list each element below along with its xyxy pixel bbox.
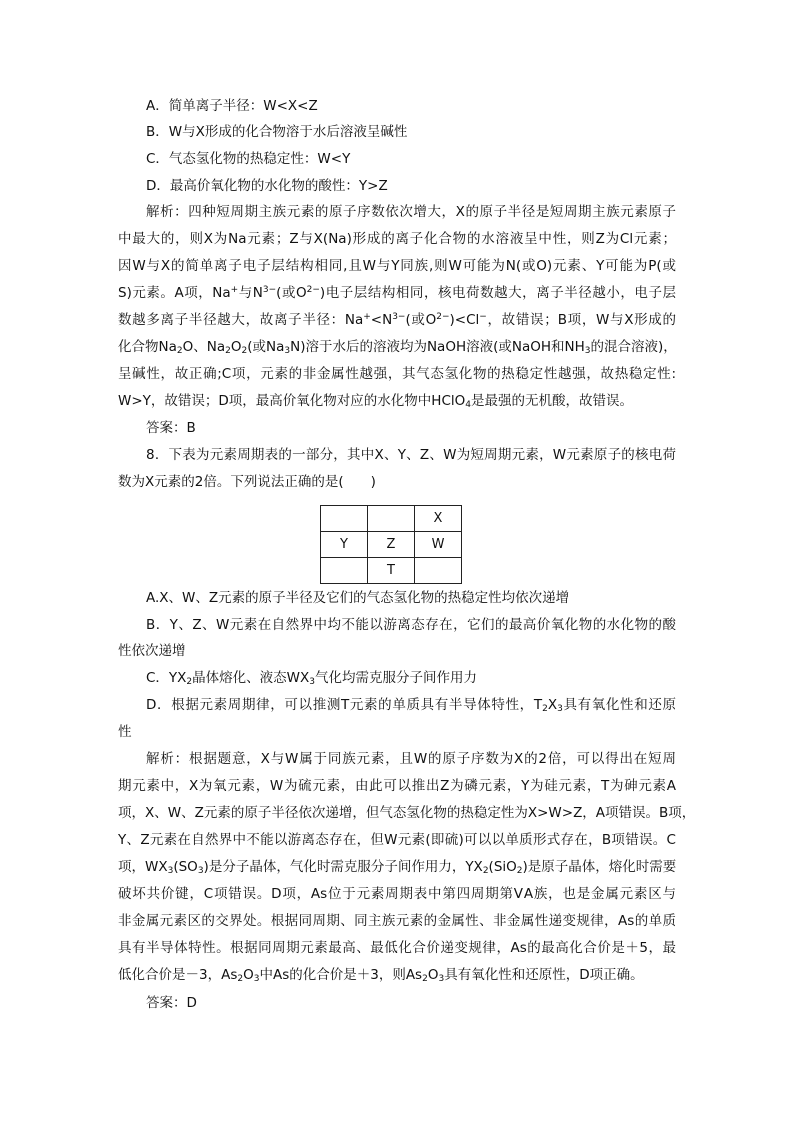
table-cell	[321, 506, 368, 532]
q8-analysis-line: 期元素中，X为氧元素，W为硫元素，由此可以推出Z为磷元素，Y为硅元素，T为砷元素A	[118, 778, 676, 794]
q7-analysis-line: 呈碱性，故正确;C项，元素的非金属性越强，其气态氢化物的热稳定性越强，故热稳定性:	[118, 366, 676, 382]
q7-analysis-line: 中最大的，则X为Na元素；Z与X(Na)形成的离子化合物的水溶液呈中性，则Z为Cl元素；	[118, 231, 676, 247]
q7-analysis-line: 因W与X的简单离子电子层结构相同,且W与Y同族,则W可能为N(或O)元素、Y可能为P(或	[118, 258, 676, 274]
q8-stem-line: 数为X元素的2倍。下列说法正确的是( )	[118, 474, 376, 490]
q7-analysis-line: S)元素。A项，Na+与$N^{3-}$(或$O^{2-}$)电子层结构相同，核电荷数越大，离子半径越小，电子层	[118, 285, 676, 301]
q8-analysis-line: 项，$WX_3(SO_3)$是分子晶体，气化时需克服分子间作用力，$YX_2(SiO_2)$是原子晶体，熔化时需要	[118, 859, 677, 876]
q8-analysis-line: 破坏共价键，C项错误。D项，As位于元素周期表中第四周期第ⅤA族，也是金属元素区与	[118, 886, 676, 902]
q7-option-b: B．W与X形成的化合物溶于水后溶液呈碱性	[146, 124, 408, 140]
q8-analysis-line: 解析：根据题意，X与W属于同族元素，且W的原子序数为X的2倍，可以得出在短周	[146, 751, 676, 767]
q8-answer: 答案：D	[146, 995, 197, 1011]
q8-option-d-cont: 性	[118, 724, 132, 740]
q7-option-c: C．气态氢化物的热稳定性：W<Y	[146, 151, 351, 167]
q7-option-d: D．最高价氧化物的水化物的酸性：Y>Z	[146, 178, 388, 194]
q7-analysis-line: 数越多离子半径越大，故离子半径：$Na^+<N^{3-}$(或$O^{2-})<Cl^-$，故错误；B项，W与X形成的	[118, 312, 676, 328]
q7-answer: 答案：B	[146, 420, 196, 436]
table-row	[321, 532, 462, 558]
q8-analysis-line: 项，X、W、Z元素的原子半径依次递增，但气态氢化物的热稳定性为X>W>Z，A项错误。B项，	[118, 805, 696, 821]
table-cell: Z	[368, 532, 415, 558]
q8-option-b-cont: 性依次递增	[118, 643, 186, 659]
table-cell: X	[415, 506, 462, 532]
table-cell: Y	[321, 532, 368, 558]
q8-analysis-line: Y、Z元素在自然界中不能以游离态存在，但W元素(即硫)可以以单质形式存在，B项错误。C	[118, 832, 676, 848]
table-cell: T	[368, 558, 415, 584]
table-row	[321, 558, 462, 584]
q8-analysis-line: 具有半导体特性。根据同周期元素最高、最低化合价递变规律，As的最高化合价是＋5，最	[118, 940, 676, 956]
q7-analysis-line: 化合物$Na_2O$、$Na_2O_2$(或$Na_3N$)溶于水后的溶液均为NaOH溶液(或NaOH和$NH_3$的混合溶液)，	[118, 339, 677, 356]
q8-analysis-line: 非金属元素区的交界处。根据同周期、同主族元素的金属性、非金属性递变规律，As的单质	[118, 913, 676, 929]
table-row	[321, 506, 462, 532]
periodic-table-fragment	[320, 505, 462, 584]
q8-option-b: B．Y、Z、W元素在自然界中均不能以游离态存在，它们的最高价氧化物的水化物的酸	[146, 617, 676, 633]
table-cell	[321, 558, 368, 584]
q7-option-a: A．简单离子半径：W<X<Z	[146, 98, 318, 114]
q8-stem-line: 8．下表为元素周期表的一部分，其中X、Y、Z、W为短周期元素，W元素原子的核电荷	[146, 447, 676, 463]
q8-option-d: D．根据元素周期律，可以推测T元素的单质具有半导体特性，$T_2X_3$具有氧化性和还原	[146, 697, 677, 714]
q8-option-c: C．$YX_2$晶体熔化、液态$WX_3$气化均需克服分子间作用力	[146, 670, 477, 687]
q8-analysis-line: 低化合价是－3，$As_2O_3$中As的化合价是＋3，则$As_2O_3$具有氧化性和还原性，D项正确。	[118, 967, 644, 984]
table-cell: W	[415, 532, 462, 558]
q7-analysis-line: 解析：四种短周期主族元素的原子序数依次增大，X的原子半径是短周期主族元素原子	[146, 204, 676, 220]
table-cell	[415, 558, 462, 584]
q8-option-a: A.X、W、Z元素的原子半径及它们的气态氢化物的热稳定性均依次递增	[146, 590, 570, 606]
table-cell	[368, 506, 415, 532]
q7-analysis-line: W>Y，故错误；D项，最高价氧化物对应的水化物中HClO$_4$是最强的无机酸，故错误。	[118, 393, 633, 410]
